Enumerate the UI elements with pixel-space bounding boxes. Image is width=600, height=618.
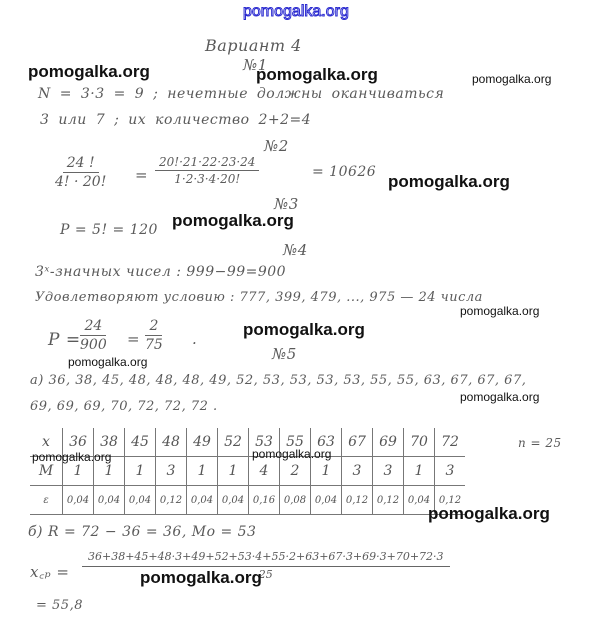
table-cell-x: 36 <box>63 428 94 457</box>
table-cell-x: 69 <box>373 428 404 457</box>
table-cell-x: 67 <box>342 428 373 457</box>
numerator: 24 <box>80 318 106 336</box>
watermark-top: pomogalka.org <box>243 3 349 20</box>
task4-fraction2 <box>145 318 163 353</box>
task5-a-line2: 69, 69, 69, 70, 72, 72, 72 . <box>30 399 218 414</box>
watermark: pomogalka.org <box>388 172 510 191</box>
table-cell-x: 72 <box>435 428 466 457</box>
table-cell-m: 3 <box>373 457 404 486</box>
denominator: 4! · 20! <box>55 174 107 190</box>
task5-label: №5 <box>272 345 297 363</box>
denominator: 25 <box>258 568 273 581</box>
table-cell-m: 3 <box>156 457 187 486</box>
table-cell-x: 49 <box>187 428 218 457</box>
watermark: pomogalka.org <box>32 450 112 464</box>
task1-label: №1 <box>243 56 268 74</box>
table-cell-eps: 0,12 <box>156 486 187 515</box>
denominator: 1·2·3·4·20! <box>174 172 241 186</box>
table-cell-eps: 0,04 <box>404 486 435 515</box>
table-cell-m: 3 <box>342 457 373 486</box>
table-cell-m: 1 <box>218 457 249 486</box>
table-cell-m: 1 <box>94 457 125 486</box>
watermark: pomogalka.org <box>172 211 294 230</box>
table-cell-m: 1 <box>63 457 94 486</box>
task1-line2: 3 или 7 ; их количество 2+2=4 <box>40 112 312 128</box>
table-cell-eps: 0,12 <box>373 486 404 515</box>
table-cell-eps: 0,12 <box>342 486 373 515</box>
equals: = <box>135 166 149 184</box>
table-cell-eps: 0,04 <box>125 486 156 515</box>
row-label: ε <box>30 486 63 515</box>
row-label: M <box>30 457 63 486</box>
task5-b-line: б) R = 72 − 36 = 36, Mo = 53 <box>28 524 257 540</box>
table-cell-m: 1 <box>311 457 342 486</box>
equals: = <box>127 330 141 348</box>
task1-line1: N = 3·3 = 9 ; нечетные должны оканчиваться <box>38 86 445 102</box>
task2-fraction2 <box>155 155 259 186</box>
numerator: 24 ! <box>63 155 99 173</box>
table-cell-eps: 0,08 <box>280 486 311 515</box>
numerator: 2 <box>145 318 162 336</box>
watermark: pomogalka.org <box>140 568 262 587</box>
table-cell-x: 53 <box>249 428 280 457</box>
variant-title: Вариант 4 <box>205 36 302 55</box>
task4-line2: Удовлетворяют условию : 777, 399, 479, ..., 975 — 24 числа <box>35 290 483 305</box>
table-cell-m: 3 <box>435 457 466 486</box>
mean-label: x꜀ₚ = <box>30 563 70 581</box>
table-cell-eps: 0,04 <box>94 486 125 515</box>
table-cell-x: 45 <box>125 428 156 457</box>
watermark: pomogalka.org <box>428 504 550 523</box>
denominator: 900 <box>80 337 107 353</box>
table-cell-eps: 0,04 <box>63 486 94 515</box>
watermark: pomogalka.org <box>243 320 365 339</box>
table-cell-eps: 0,04 <box>218 486 249 515</box>
task2-result: = 10626 <box>312 164 377 180</box>
watermark: pomogalka.org <box>68 355 148 369</box>
task4-label: №4 <box>283 241 308 259</box>
dot: . <box>192 330 198 348</box>
task5-a-line1: а) 36, 38, 45, 48, 48, 48, 49, 52, 53, 53, 53, 53, 55, 55, 63, 67, 67, 67, <box>30 373 527 388</box>
task4-fraction1 <box>80 318 107 353</box>
sample-size: n = 25 <box>518 436 562 450</box>
denominator: 75 <box>145 337 163 353</box>
table-cell-m: 1 <box>404 457 435 486</box>
task3-line: P = 5! = 120 <box>60 222 158 238</box>
task4-p-label: P = <box>48 330 81 350</box>
watermark: pomogalka.org <box>256 65 378 84</box>
numerator: 20!·21·22·23·24 <box>155 155 259 171</box>
table-cell-m: 4 <box>249 457 280 486</box>
table-cell-eps: 0,12 <box>435 486 466 515</box>
row-label: x <box>30 428 63 457</box>
task2-fraction1 <box>55 155 106 190</box>
task4-line1: 3ˣ-значных чисел : 999−99=900 <box>35 264 287 280</box>
table-cell-x: 55 <box>280 428 311 457</box>
task2-label: №2 <box>264 137 289 155</box>
numerator: 36+38+45+48·3+49+52+53·4+55·2+63+67·3+69·3+70+72·3 <box>82 550 450 567</box>
table-cell-x: 63 <box>311 428 342 457</box>
table-cell-x: 70 <box>404 428 435 457</box>
table-cell-eps: 0,04 <box>311 486 342 515</box>
table-row-eps <box>30 486 465 515</box>
watermark: pomogalka.org <box>472 72 552 86</box>
table-cell-x: 52 <box>218 428 249 457</box>
mean-result: = 55,8 <box>36 598 83 613</box>
watermark: pomogalka.org <box>252 447 332 461</box>
frequency-table <box>30 428 465 515</box>
task3-label: №3 <box>274 195 299 213</box>
watermark: pomogalka.org <box>28 62 150 81</box>
table-cell-eps: 0,04 <box>187 486 218 515</box>
mean-fraction <box>82 550 450 581</box>
table-cell-m: 2 <box>280 457 311 486</box>
table-cell-m: 1 <box>125 457 156 486</box>
table-cell-x: 48 <box>156 428 187 457</box>
watermark: pomogalka.org <box>460 304 540 318</box>
table-cell-m: 1 <box>187 457 218 486</box>
table-cell-x: 38 <box>94 428 125 457</box>
watermark: pomogalka.org <box>460 390 540 404</box>
table-cell-eps: 0,16 <box>249 486 280 515</box>
